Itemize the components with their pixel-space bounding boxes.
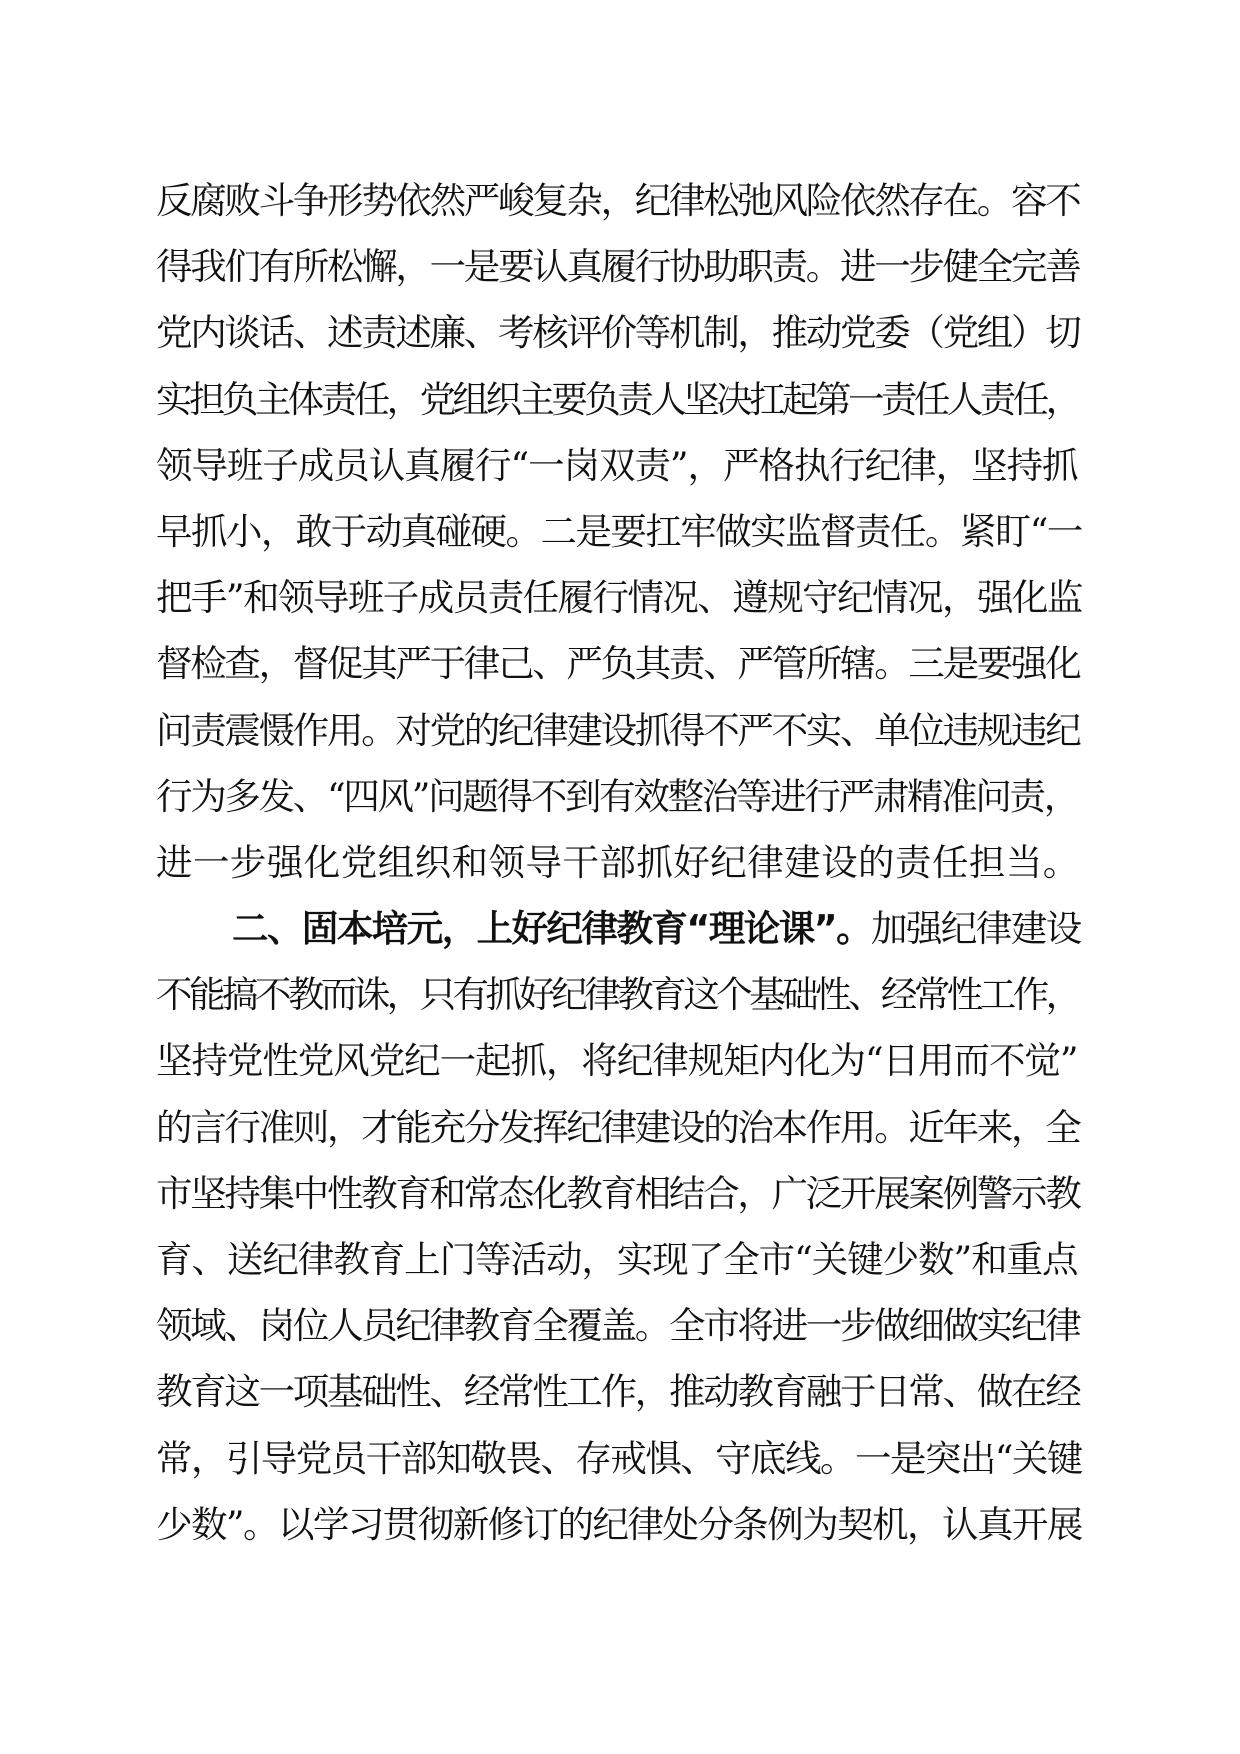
text-line: 育、送纪律教育上门等活动，实现了全市“关键少数”和重点: [156, 1238, 1078, 1281]
text-line: 得我们有所松懈，一是要认真履行协助职责。进一步健全完善: [156, 245, 1080, 289]
text-line: 把手”和领导班子成员责任履行情况、遵规守纪情况，强化监: [156, 576, 1082, 620]
text-line: 不能搞不教而诛，只有抓好纪律教育这个基础性、经常性工作，: [156, 973, 1079, 1017]
section-heading-line: [156, 896, 1084, 962]
text-line: 进一步强化党组织和领导干部抓好纪律建设的责任担当。: [156, 840, 1080, 884]
section-heading: 二、固本培元，上好纪律教育“理论课”。: [232, 907, 872, 951]
text-line: 少数”。以学习贯彻新修订的纪律处分条例为契机，认真开展: [156, 1502, 1082, 1546]
text-line: 常，引导党员干部知敬畏、存戒惧、守底线。一是突出“关键: [156, 1436, 1082, 1480]
text-line: 坚持党性党风党纪一起抓，将纪律规矩内化为“日用而不觉”: [156, 1039, 1078, 1083]
text-line: 问责震慑作用。对党的纪律建设抓得不严不实、单位违规违纪: [156, 708, 1080, 752]
text-line: 行为多发、“四风”问题得不到有效整治等进行严肃精准问责，: [156, 774, 1078, 818]
text-line: 实担负主体责任，党组织主要负责人坚决扛起第一责任人责任，: [156, 377, 1079, 421]
text-line: 教育这一项基础性、经常性工作，推动教育融于日常、做在经: [156, 1370, 1080, 1414]
text-line: 的言行准则，才能充分发挥纪律建设的治本作用。近年来，全: [156, 1105, 1080, 1149]
text-line: 党内谈话、述责述廉、考核评价等机制，推动党委（党组）切: [156, 311, 1080, 355]
text-line: 市坚持集中性教育和常态化教育相结合，广泛开展案例警示教: [156, 1171, 1080, 1215]
section-heading-continuation: 加强纪律建设: [871, 907, 1081, 951]
text-line: 反腐败斗争形势依然严峻复杂，纪律松弛风险依然存在。容不: [156, 179, 1080, 222]
text-line: 领导班子成员认真履行“一岗双责”，严格执行纪律，坚持抓: [156, 443, 1078, 487]
text-line: 早抓小，敢于动真碰硬。二是要扛牢做实监督责任。紧盯“一: [156, 509, 1082, 553]
text-line: 督检查，督促其严于律己、严负其责、严管所辖。三是要强化: [156, 642, 1080, 686]
text-line: 领域、岗位人员纪律教育全覆盖。全市将进一步做细做实纪律: [156, 1304, 1080, 1348]
body-text: [156, 168, 1084, 1558]
